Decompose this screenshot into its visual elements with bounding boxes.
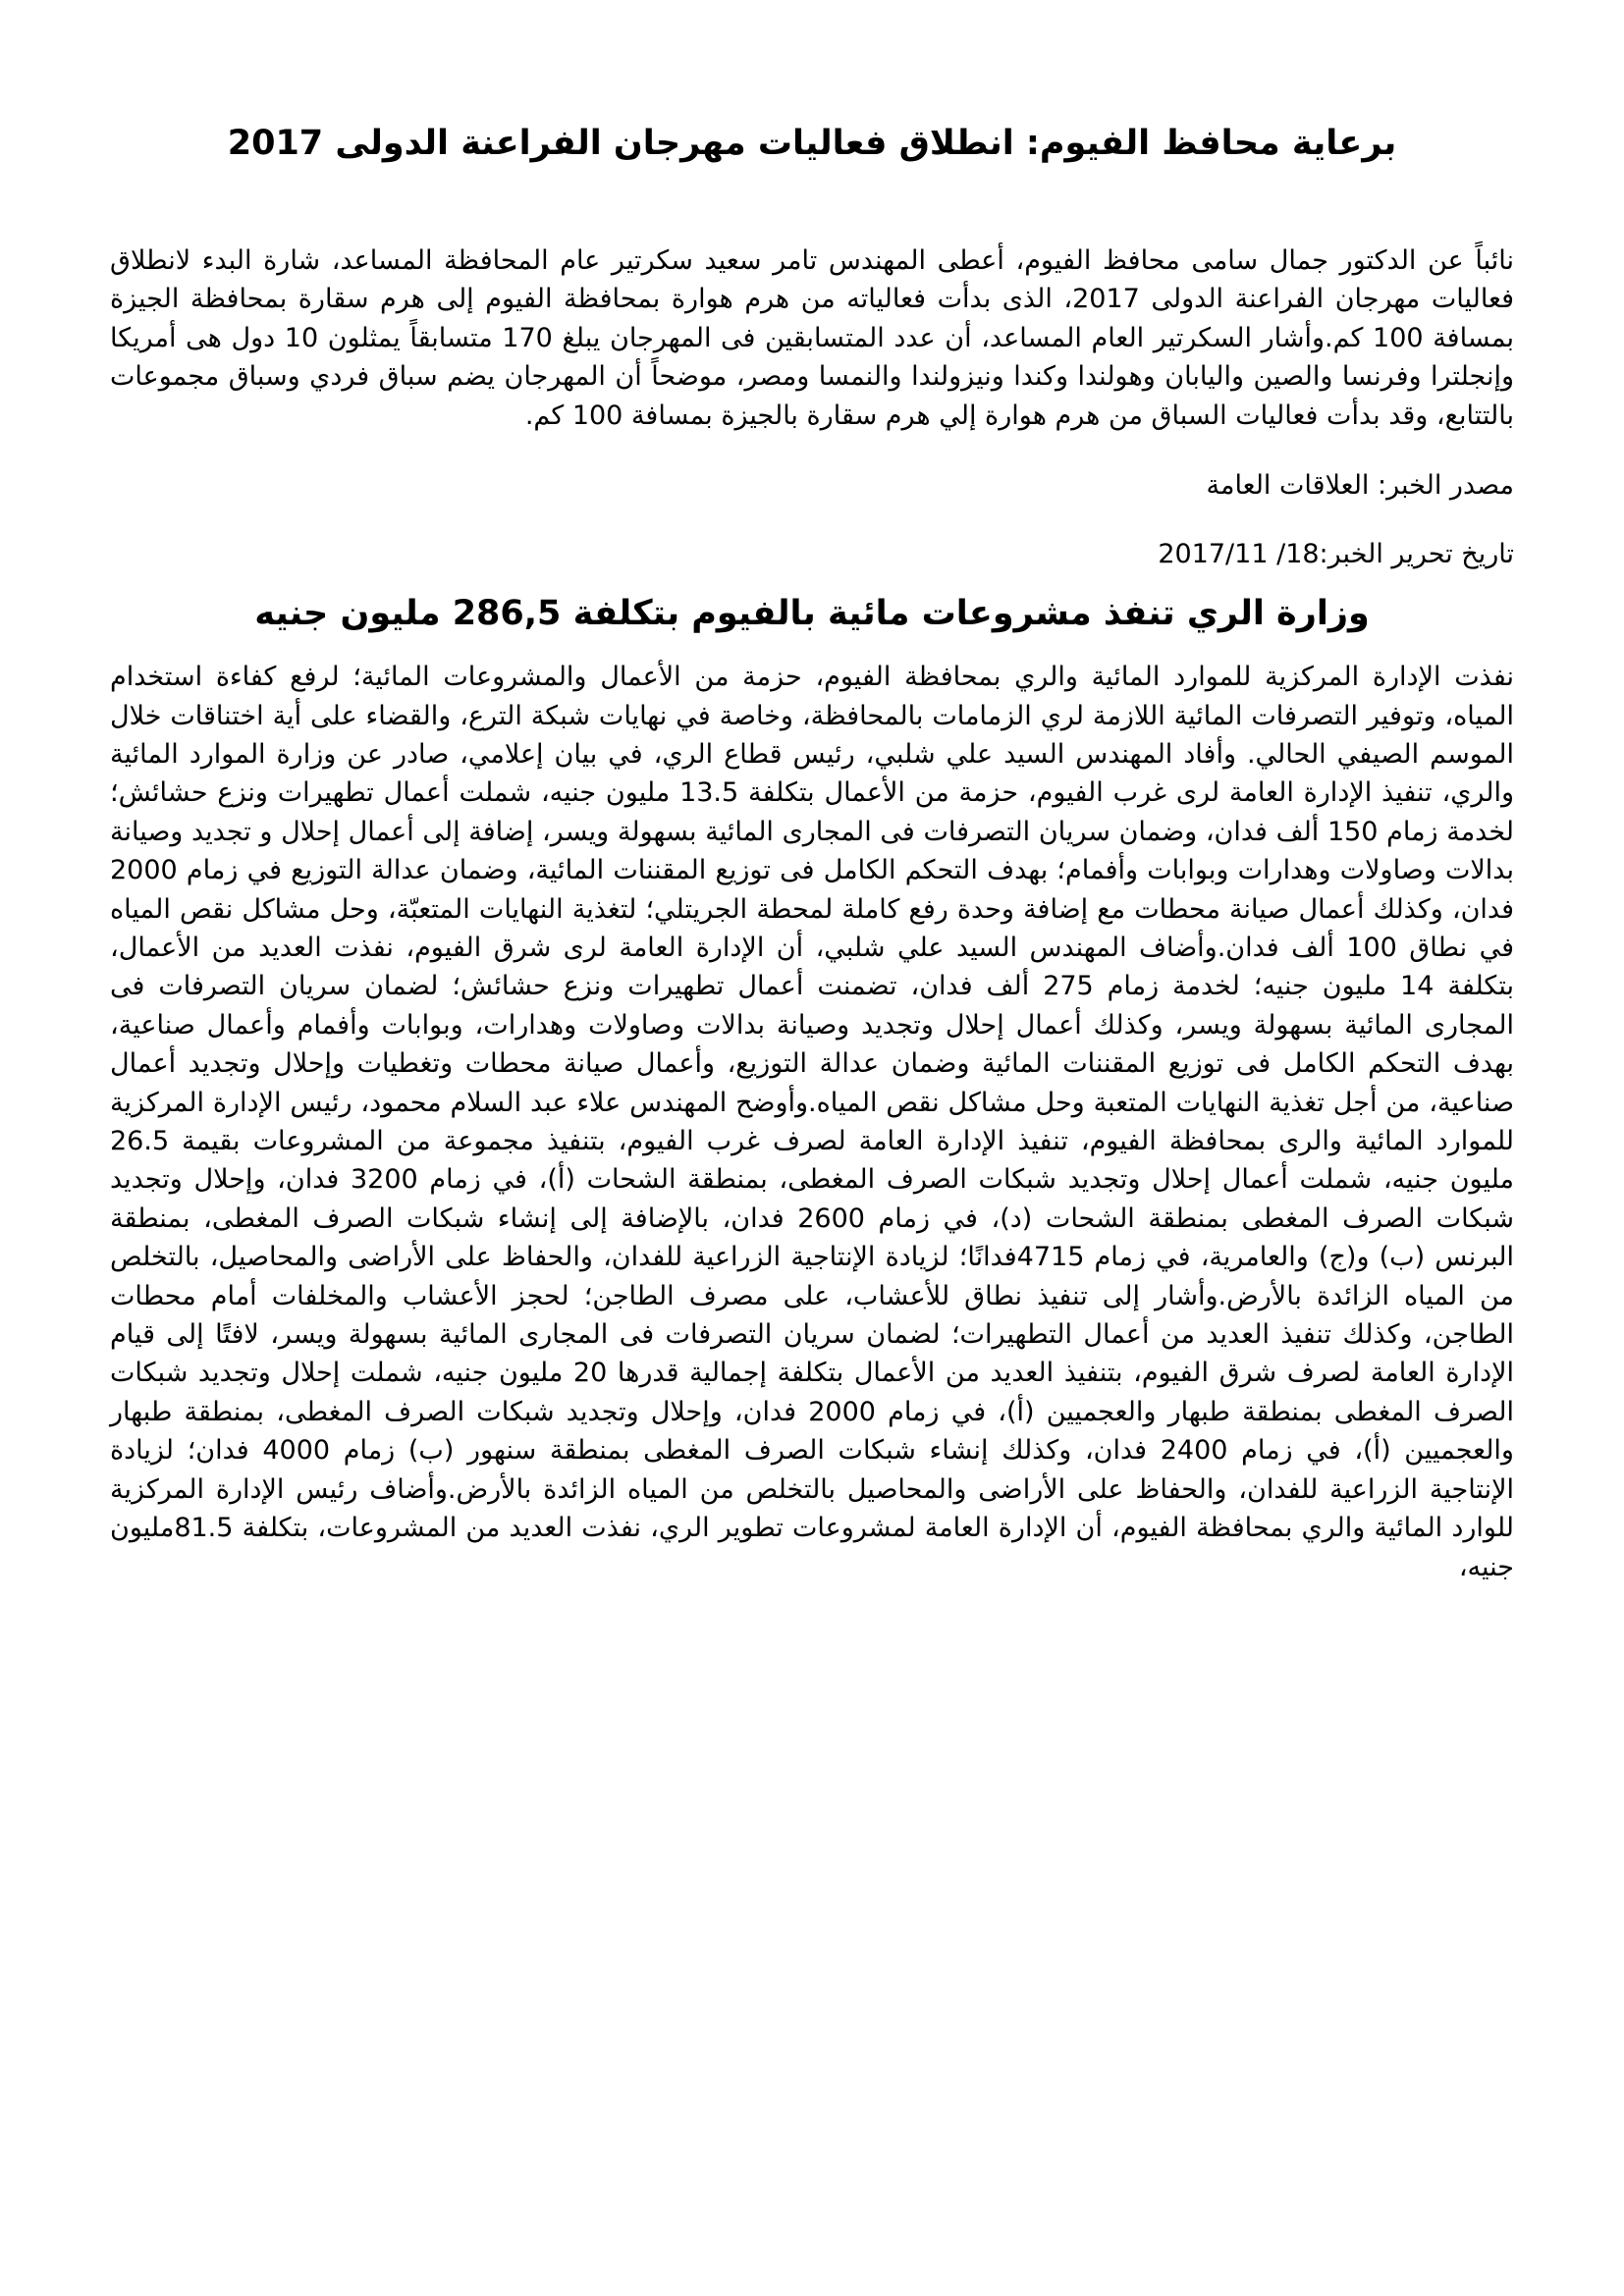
source-label: مصدر الخبر: xyxy=(1378,470,1514,502)
date-value: 18/ 2017/11 xyxy=(1158,539,1320,570)
article-1-source-line xyxy=(110,466,1514,506)
article-1-body: نائباً عن الدكتور جمال سامى محافظ الفيوم، أعطى المهندس تامر سعيد سكرتير عام المحافظة المساعد، شارة البدء لانطلاق فعاليات مهرجان الفراعنة الدولى 2017، الذى بدأت فعالياته من هرم هوارة بمحافظة الفيوم إلى هرم سقارة بمحافظة الجيزة بمسافة 100 كم.وأشار السكرتير العام المساعد، أن عدد المتسابقين فى المهرجان يبلغ 170 متسابقاً يمثلون 10 دول هى أمريكا وإنجلترا وفرنسا والصين واليابان وهولندا وكندا ونيزولندا والنمسا ومصر، موضحاً أن المهرجان يضم سباق فردي وسباق مجموعات بالتتابع، وقد بدأت فعاليات السباق من هرم هوارة إلي هرم سقارة بالجيزة بمسافة 100 كم. xyxy=(110,244,1515,431)
article-1-headline: برعاية محافظ الفيوم: انطلاق فعاليات مهرجان الفراعنة الدولى 2017 xyxy=(227,124,1397,163)
article-2-body: نفذت الإدارة المركزية للموارد المائية والري بمحافظة الفيوم، حزمة من الأعمال والمشروعات المائية؛ لرفع كفاءة استخدام المياه، وتوفير التصرفات المائية اللازمة لري الزمامات بالمحافظة، وخاصة في نهايات شبكة الترع، والقضاء على أية اختناقات خلال الموسم الصيفي الحالي. وأفاد المهندس السيد علي شلبي، رئيس قطاع الري، في بيان إعلامي، صادر عن وزارة الموارد المائية والري، تنفيذ الإدارة العامة لرى غرب الفيوم، حزمة من الأعمال بتكلفة 13.5 مليون جنيه، شملت أعمال تطهيرات ونزع حشائش؛ لخدمة زمام 150 ألف فدان، وضمان سريان التصرفات فى المجارى المائية بسهولة ويسر، إضافة إلى أعمال إحلال و تجديد وصيانة بدالات وصاولات وهدارات وبوابات وأفمام؛ بهدف التحكم الكامل فى توزيع المقننات المائية، وضمان عدالة التوزيع في زمام 2000 فدان، وكذلك أعمال صيانة محطات مع إضافة وحدة رفع كاملة لمحطة الجريتلي؛ لتغذية النهايات المتعبّة، وحل مشاكل نقص المياه في نطاق 100 ألف فدان.وأضاف المهندس السيد علي شلبي، أن الإدارة العامة لرى شرق الفيوم، نفذت العديد من الأعمال، بتكلفة 14 مليون جنيه؛ لخدمة زمام 275 ألف فدان، تضمنت أعمال تطهيرات ونزع حشائش؛ لضمان سريان التصرفات فى المجارى المائية بسهولة ويسر، وكذلك أعمال إحلال وتجديد وصيانة بدالات وصاولات وهدارات، وبوابات وأفمام وأعمال صناعية، بهدف التحكم الكامل فى توزيع المقننات المائية وضمان عدالة التوزيع، وأعمال صيانة محطات وتغطيات وإحلال وتجديد أعمال صناعية، من أجل تغذية النهايات المتعبة وحل مشاكل نقص المياه.وأوضح المهندس علاء عبد السلام محمود، رئيس الإدارة المركزية للموارد المائية والرى بمحافظة الفيوم، تنفيذ الإدارة العامة لصرف غرب الفيوم، بتنفيذ مجموعة من المشروعات بقيمة 26.5 مليون جنيه، شملت أعمال إحلال وتجديد شبكات الصرف المغطى، بمنطقة الشحات (أ)، في زمام 3200 فدان، وإحلال وتجديد شبكات الصرف المغطى بمنطقة الشحات (د)، في زمام 2600 فدان، بالإضافة إلى إنشاء شبكات الصرف المغطى، بمنطقة البرنس (ب) و(ج) والعامرية، في زمام 4715فدانًا؛ لزيادة الإنتاجية الزراعية للفدان، والحفاظ على الأراضى والمحاصيل، بالتخلص من المياه الزائدة بالأرض.وأشار إلى تنفيذ نطاق للأعشاب، على مصرف الطاجن؛ لحجز الأعشاب والمخلفات أمام محطات الطاجن، وكذلك تنفيذ العديد من أعمال التطهيرات؛ لضمان سريان التصرفات فى المجارى المائية بسهولة ويسر، لافتًا إلى قيام الإدارة العامة لصرف شرق الفيوم، بتنفيذ العديد من الأعمال بتكلفة إجمالية قدرها 20 مليون جنيه، شملت إحلال وتجديد شبكات الصرف المغطى بمنطقة طبهار والعجميين (أ)، في زمام 2000 فدان، وإحلال وتجديد شبكات الصرف المغطى، بمنطقة طبهار والعجميين (أ)، في زمام 2400 فدان، وكذلك إنشاء شبكات الصرف المغطى بمنطقة سنهور (ب) زمام 4000 فدان؛ لزيادة الإنتاجية الزراعية للفدان، والحفاظ على الأراضى والمحاصيل بالتخلص من المياه الزائدة بالأرض.وأضاف رئيس الإدارة المركزية للوارد المائية والري بمحافظة الفيوم، أن الإدارة العامة لمشروعات تطوير الري، نفذت العديد من المشروعات، بتكلفة 81.5مليون جنيه، xyxy=(110,662,1515,1582)
source-value: العلاقات العامة xyxy=(1206,470,1370,502)
article-2-headline: وزارة الري تنفذ مشروعات مائية بالفيوم بتكلفة 286,5 مليون جنيه xyxy=(254,593,1370,633)
date-label: تاريخ تحرير الخبر: xyxy=(1319,539,1514,570)
article-1-date-line xyxy=(110,535,1514,574)
